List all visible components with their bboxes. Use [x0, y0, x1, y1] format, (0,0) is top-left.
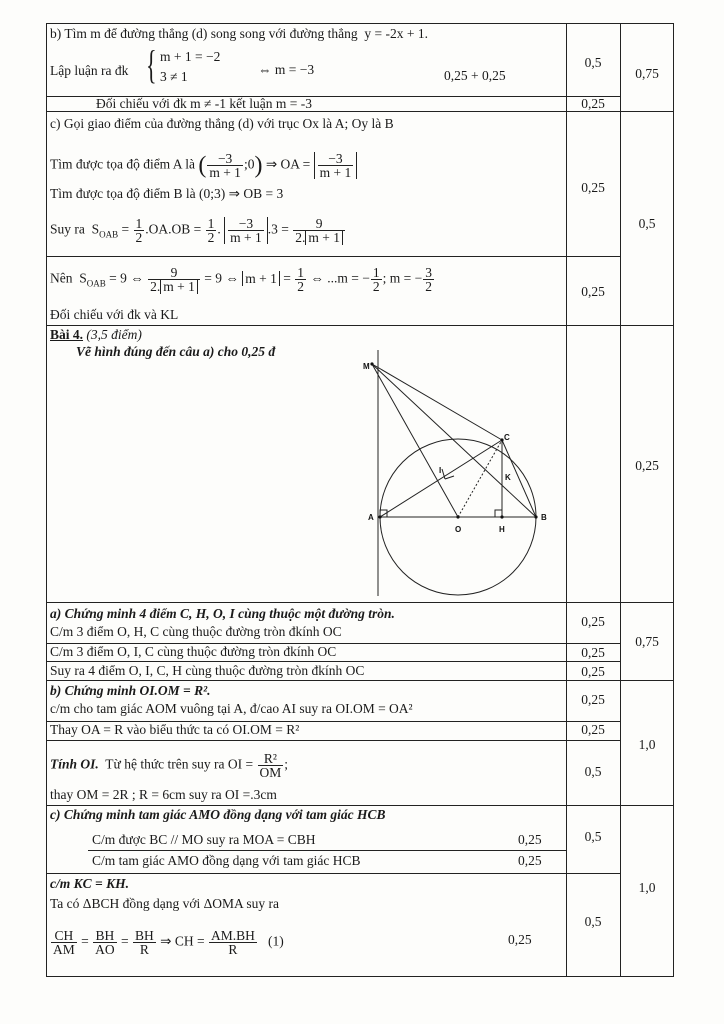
bai4-heading: Bài 4. (3,5 điểm) [50, 327, 142, 342]
row-divider [46, 805, 674, 806]
label-i: I [439, 466, 442, 475]
part-c4-title: c) Chứng minh tam giác AMO đồng dạng với tam giác HCB [50, 807, 386, 822]
part-c4-score-1: 0,5 [584, 829, 602, 844]
row-divider [46, 325, 674, 326]
part-b-check: Đối chiếu với đk m ≠ -1 kết luận m = -3 [96, 96, 312, 111]
geometry-figure [355, 350, 565, 600]
part-a-title: a) Chứng minh 4 điểm C, H, O, I cùng thuộc một đường tròn. [50, 606, 395, 621]
label-h: H [499, 525, 505, 534]
part-c4-ratio: $\frac{CH}{AM}$ = $\frac{BH}{AO}$ = $\frac{BH}{R}$ ⇒ CH = $\frac{AM.BH}{R}$ (1) [53, 928, 284, 957]
part-b4-line-2: Thay OA = R vào biểu thức ta có OI.OM = R² [50, 722, 300, 737]
part-c4-similar: Ta có ΔBCH đồng dạng với ΔOMA suy ra [50, 896, 280, 911]
part-b4-score-2: 0,25 [581, 722, 605, 737]
part-c-area-formula: Suy ra $S_{OAB}$ = $\frac{1}{2}$ .OA.OB = $\frac{1}{2}$ . $\frac{-3}{m + 1}$ .3 = $\frac{9}{2. m + 1}$ [50, 217, 346, 244]
part-b4-compute: Tính OI. Từ hệ thức trên suy ra OI = $\frac{\text{R²}}{OM}$ ; [50, 751, 289, 780]
part-c4-score-2: 0,5 [584, 914, 602, 929]
part-b4-line-1: c/m cho tam giác AOM vuông tại A, đ/cao AI suy ra OI.OM = OA² [50, 701, 413, 716]
label-c: C [504, 433, 510, 442]
part-b-total: 0,75 [635, 66, 659, 81]
part-b-inline-points: 0,25 + 0,25 [444, 68, 506, 83]
part-b4-title: b) Chứng minh OI.OM = R². [50, 683, 211, 698]
row-divider [46, 873, 620, 874]
part-a-score-1: 0,25 [581, 614, 605, 629]
label-o: O [455, 525, 462, 534]
label-k: K [505, 473, 511, 482]
row-divider [88, 850, 566, 851]
part-b-condition: Lập luận ra đk [50, 63, 129, 78]
part-a-total: 0,75 [635, 634, 659, 649]
part-a-score-3: 0,25 [581, 664, 605, 679]
label-m: M [363, 362, 370, 371]
part-a-line-1: C/m 3 điểm O, H, C cùng thuộc đường tròn đkính OC [50, 624, 342, 639]
part-c4-line-1-points: 0,25 [518, 832, 542, 847]
part-b4-total: 1,0 [638, 737, 656, 752]
bai4-drawing-note: Vẽ hình đúng đến câu a) cho 0,25 đ [76, 344, 276, 359]
part-a-line-3: Suy ra 4 điểm O, I, C, H cùng thuộc đường tròn đkính OC [50, 663, 365, 678]
part-c-solve: Nên $S_{OAB} = 9$ ⇔ $\frac{9}{2. m + 1}$ = 9 ⇔ m + 1 = $\frac{1}{2}$ ⇔ ...m = − $\frac{1}{2}$ ; m = − $\frac{3}{2}$ [50, 265, 432, 294]
row-divider [46, 740, 620, 741]
part-b-title: b) Tìm m để đường thẳng (d) song song với đường thẳng y = -2x + 1. [50, 26, 429, 41]
part-b4-score-3: 0,5 [584, 764, 602, 779]
part-c4-line-1: C/m được BC // MO suy ra MOA = CBH [92, 832, 316, 847]
part-b4-score-1: 0,25 [581, 692, 605, 707]
part-c4-line-2-points: 0,25 [518, 853, 542, 868]
part-c-point-a: Tìm được tọa độ điểm A là ( $\frac{-3}{m + 1}$ ;0) ⇒ OA = $\frac{-3}{m + 1}$ [50, 152, 357, 179]
row-divider [46, 256, 620, 257]
label-b: B [541, 513, 547, 522]
part-c-conclusion: Đối chiếu với đk và KL [50, 307, 179, 322]
part-c4-ratio-points: 0,25 [508, 932, 532, 947]
row-divider [46, 680, 674, 681]
part-c-intro: c) Gọi giao điểm của đường thẳng (d) với trục Ox là A; Oy là B [50, 116, 394, 131]
right-angle-i [445, 476, 454, 479]
part-c-score-1: 0,25 [581, 180, 605, 195]
segment-mc [372, 364, 502, 440]
part-b-score-2: 0,25 [581, 96, 605, 111]
part-c-score-2: 0,25 [581, 284, 605, 299]
segment-mb [372, 364, 536, 517]
segment-ac [380, 440, 502, 517]
part-b-result: ⇔ m = −3 [258, 62, 315, 77]
row-divider [46, 602, 674, 603]
part-b4-result: thay OM = 2R ; R = 6cm suy ra OI =.3cm [50, 787, 277, 802]
row-divider [46, 661, 620, 662]
part-c4-kc-title: c/m KC = KH. [50, 876, 129, 891]
bai4-drawing-score: 0,25 [635, 458, 659, 473]
part-a-line-2: C/m 3 điểm O, I, C cùng thuộc đường tròn đkính OC [50, 644, 337, 659]
part-c-total: 0,5 [638, 216, 656, 231]
part-b-score-1: 0,5 [584, 55, 602, 70]
part-c-point-b: Tìm được tọa độ điểm B là (0;3) ⇒ OB = 3 [50, 186, 284, 201]
part-a-score-2: 0,25 [581, 645, 605, 660]
part-c4-total: 1,0 [638, 880, 656, 895]
column-divider [620, 23, 621, 977]
part-c4-line-2: C/m tam giác AMO đồng dạng với tam giác HCB [92, 853, 361, 868]
label-a: A [368, 513, 374, 522]
answer-key-page: b) Tìm m để đường thẳng (d) song song với đường thẳng y = -2x + 1. Lập luận ra đk { m + 1 = −2 3 ≠ 1 ⇔ m = −3 0,25 + 0,25 Đối chiếu với đk m ≠ -1 kết luận m = -3 0,5 0,25 0,75 c) Gọi giao điểm của đường thẳng (d) với trục Ox là A; Oy là B Tìm được tọa độ điểm A là ( $\frac{-3}{m + 1}$ ;0) ⇒ OA = $\frac{-3}{m + 1}$ Tìm được tọa độ điểm B là (0;3) ⇒ OB = 3 Suy ra $S_{OAB}$ = $\frac{1}{2}$ .OA.OB = $\frac{1}{2}$ . $\frac{-3}{m + 1}$ .3 = $\frac{9}{2. m + 1}$ Nên $S_{OAB} = 9$ ⇔ $\frac{9}{2. m + 1}$ = 9 ⇔ m + 1 = $\frac{1}{2}$ ⇔ ...m = − $\frac{1}{2}$ ; m = − $\frac{3}{2}$ Đối chiếu với đk và KL 0,25 0,25 0,5 Bài 4. (3,5 điểm) Vẽ hình đúng đến câu a) cho 0,25 đ 0,25 M C I K A O H B a) Chứng minh 4 điểm C, H, O, I cùng thuộc một đường tròn. C/m 3 điểm O, H, C cùng thuộc đường tròn đkính OC C/m 3 điểm O, I, C cùng thuộc đường tròn đkính OC Suy ra 4 điểm O, I, C, H cùng thuộc đường tròn đkính OC 0,25 0,25 0,25 0,75 b) Chứng minh OI.OM = R². c/m cho tam giác AOM vuông tại A, đ/cao AI suy ra OI.OM = OA² Thay OA = R vào biểu thức ta có OI.OM = R² Tính OI. Từ hệ thức trên suy ra OI = $\frac{\text{R²}}{OM}$ ; thay OM = 2R ; R = 6cm suy ra OI =.3cm 0,25 0,25 0,5 1,0 c) Chứng minh tam giác AMO đồng dạng với tam giác HCB C/m được BC // MO suy ra MOA = CBH 0,25 C/m tam giác AMO đồng dạng với tam giác HCB 0,25 0,5 c/m KC = KH. Ta có ΔBCH đồng dạng với ΔOMA suy ra $\frac{CH}{AM}$ = $\frac{BH}{AO}$ = $\frac{BH}{R}$ ⇒ CH = $\frac{AM.BH}{R}$ (1) 0,25 0,5 1,0 [0, 0, 724, 1024]
